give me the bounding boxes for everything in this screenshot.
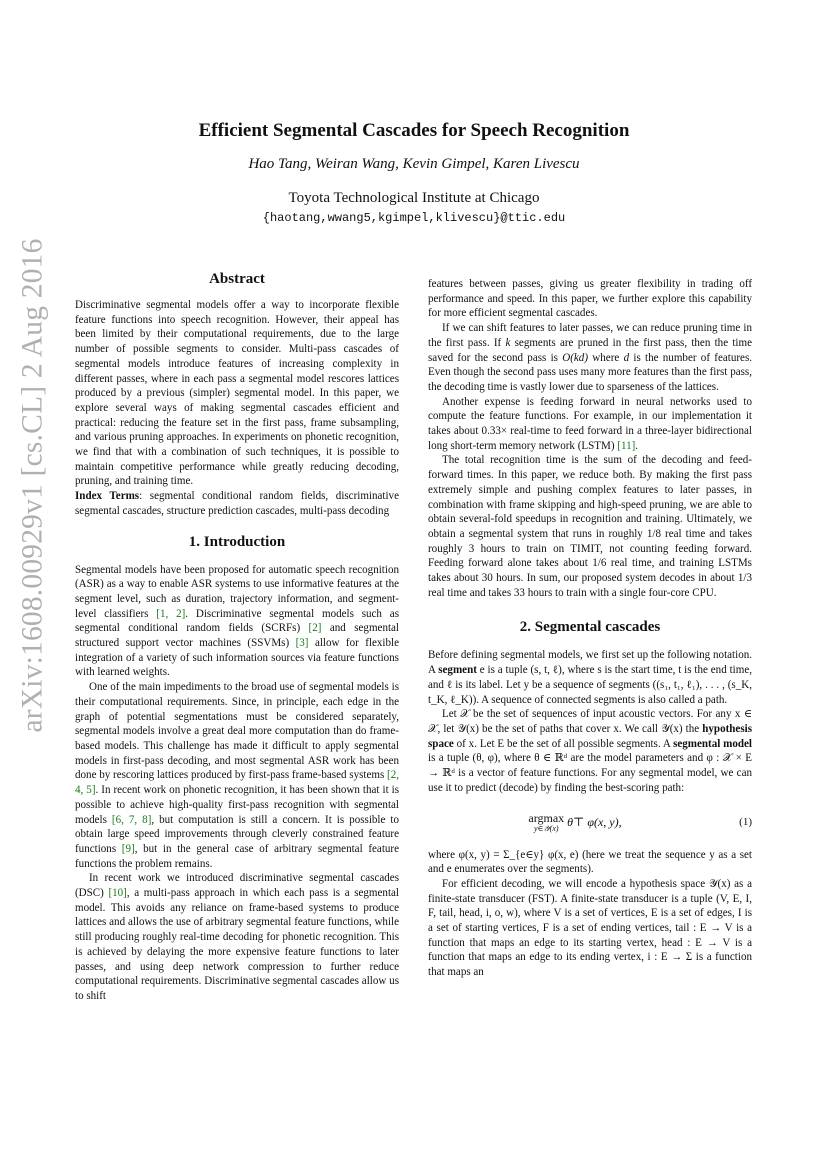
arxiv-stamp-text: arXiv:1608.00929v1 [cs.CL] 2 Aug 2016 xyxy=(16,237,49,733)
equation-body xyxy=(428,812,722,834)
equation-1 xyxy=(428,806,752,840)
right-paragraph-8: For efficient decoding, we will encode a hypothesis space 𝒴(x) as a finite-state transducer (FST). A finite-state transducer is a tuple (V, E, I, F, tail, head, i, o, w), where V is a set of vertices, E is a set of edges, I is a set of starting vertices, F is a set of ending vertices, tail : E → V is a function that maps an edge to its starting vertex, head : E → V is a function that maps an edge to its ending vertex, i : E → Σ is a function that maps an xyxy=(428,877,752,979)
citation-link[interactable]: [1, 2] xyxy=(156,607,186,620)
index-terms-label: Index Terms xyxy=(75,490,140,503)
equation-number: (1) xyxy=(739,816,752,829)
intro-paragraph-1: Segmental models have been proposed for automatic speech recognition (ASR) as a way to enable ASR systems to use informative features at the segment level, such as duration, trajectory information, and segment-level classifiers [1, 2]. Discriminative segmental models such as segmental conditional random fields (SCRFs) [2] and segmental structured support vector machines (SSVMs) [3] allow for flexible integration of a variety of such information sources via feature functions with learned weights. xyxy=(75,563,400,679)
paper-affiliation: Toyota Technological Institute at Chicago xyxy=(288,190,540,206)
index-terms-text: : segmental conditional random fields, discriminative segmental cascades, structure prediction cascades, multi-pass decoding xyxy=(75,490,399,517)
equation-expression: θ⊤ φ(x, y), xyxy=(564,814,622,829)
citation-link[interactable]: [11] xyxy=(617,439,636,452)
right-paragraph-3: Another expense is feeding forward in neural networks used to compute the feature functions. For example, in our implementation it takes about 0.33× real-time to feed forward in a three-layer bidirectional long short-term memory network (LSTM) [11]. xyxy=(428,395,752,452)
right-paragraph-4: The total recognition time is the sum of the decoding and feed-forward times. In this paper, we reduce both. By making the first pass extremely simple and pushing complex features to later passes, in combination with frame skipping and high-speed pruning, we are able to obtain several-fold speedups in recognition and training. Ultimately, we obtain a segmental system that runs in roughly 1/8 real time and takes roughly 3 hours to train on TIMIT, not counting feeding forward. Feeding forward alone takes about 1/6 real time, and training LSTMs takes about 30 hours. In sum, our proposed system decodes in about 1/3 real time and takes 33 hours to train with a single four-core CPU. xyxy=(428,454,752,599)
paper-email: {haotang,wwang5,kgimpel,klivescu}@ttic.edu xyxy=(262,211,566,225)
right-paragraph-7: where φ(x, y) = Σ_{e∈y} φ(x, e) (here we treat the sequence y as a set and e enumerates over the segments). xyxy=(428,848,752,876)
citation-link[interactable]: [2, 4, 5] xyxy=(75,769,399,797)
argmax-operator: argmax y∈𝒴(x) xyxy=(528,810,565,833)
right-paragraph-1: features between passes, giving us greater flexibility in trading off performance and speed. In this paper, we further explore this capability for more efficient segmental cascades. xyxy=(428,278,752,320)
paper-title: Efficient Segmental Cascades for Speech Recognition xyxy=(198,120,630,141)
citation-link[interactable]: [10] xyxy=(108,887,127,900)
abstract-text: Discriminative segmental models offer a way to incorporate flexible feature functions into speech recognition. However, their appeal has been limited by their computational requirements, due to the large number of possible segments to consider. Multi-pass cascades of segmental models introduce features of increasing complexity in different passes, where in each pass a segmental model rescores lattices produced by a previous (simpler) segmental model. In this paper, we explore several ways of making segmental cascades efficient and practical: reducing the feature set in the first pass, frame subsampling, and various pruning approaches. In experiments on phonetic recognition, we find that with a combination of such techniques, it is possible to maintain competitive performance while greatly reducing decoding, pruning, and training time. xyxy=(75,299,399,488)
citation-link[interactable]: [6, 7, 8] xyxy=(111,813,152,826)
segmental-cascades-heading: 2. Segmental cascades xyxy=(519,619,661,636)
paper-header xyxy=(0,120,828,225)
index-terms xyxy=(75,489,399,518)
citation-link[interactable]: [2] xyxy=(308,622,322,635)
right-paragraph-2: If we can shift features to later passes, we can reduce pruning time in the first pass. If k segments are pruned in the first pass, then the time saved for the second pass is O(kd) where d is the number of features. Even though the second pass uses many more features than the first pass, the decoding time is vastly lower due to sparseness of the lattices. xyxy=(428,322,752,393)
left-column xyxy=(75,270,399,1004)
right-paragraph-6: Let 𝒳 be the set of sequences of input acoustic vectors. For any x ∈ 𝒳, let 𝒴(x) be the set of paths that cover x. We call 𝒴(x) the hypothesis space of x. Let E be the set of all possible segments. A segmental model is a tuple (θ, φ), where θ ∈ ℝᵈ are the model parameters and φ : 𝒳 × E → ℝᵈ is a vector of feature functions. For any segmental model, we can use it to predict (decode) by finding the best-scoring path: xyxy=(428,708,752,794)
intro-paragraph-3: In recent work we introduced discriminative segmental cascades (DSC) [10], a multi-pass approach in which each pass is a segmental model. This avoids any reliance on frame-based systems to produce lattices and allows the use of arbitrary segmental feature functions, while still producing roughly real-time decoding for phonetic recognition. This is achieved by delaying the more expensive feature functions to later passes, and using deep network compression to further reduce computational requirements. Discriminative segmental cascades allow us to shift xyxy=(75,872,399,1002)
arxiv-stamp xyxy=(13,237,53,733)
right-paragraph-5: Before defining segmental models, we first set up the following notation. A segment e is a tuple (s, t, ℓ), where s is the start time, t is the end time, and ℓ is its label. Let y be a sequence of segments ((s₁, t₁, ℓ₁), . . . , (s_K, t_K, ℓ_K)). A sequence of connected segments is also called a path. xyxy=(428,649,752,706)
intro-heading: 1. Introduction xyxy=(188,533,286,550)
citation-link[interactable]: [9] xyxy=(121,842,135,855)
abstract-heading: Abstract xyxy=(209,271,265,287)
right-column xyxy=(428,277,752,980)
paper-authors: Hao Tang, Weiran Wang, Kevin Gimpel, Karen Livescu xyxy=(248,156,580,172)
intro-paragraph-2: One of the main impediments to the broad use of segmental models is their computational requirements. Since, in principle, each edge in the graph of potential segmentations must be considered separately, segmental models involve a great deal more computation than do frame-based models. This challenge has made it difficult to apply segmental models in first-pass decoding, and most segmental ASR work has been done by rescoring lattices produced by first-pass frame-based systems [2, 4, 5]. In recent work on phonetic recognition, it has been shown that it is possible to achieve high-quality first-pass recognition with segmental models [6, 7, 8], but computation is still a concern. It is possible to obtain large speed improvements through cleverly constrained feature functions [9], but in the general case of arbitrary segmental feature functions the problem remains. xyxy=(75,681,400,870)
citation-link[interactable]: [3] xyxy=(295,637,309,650)
